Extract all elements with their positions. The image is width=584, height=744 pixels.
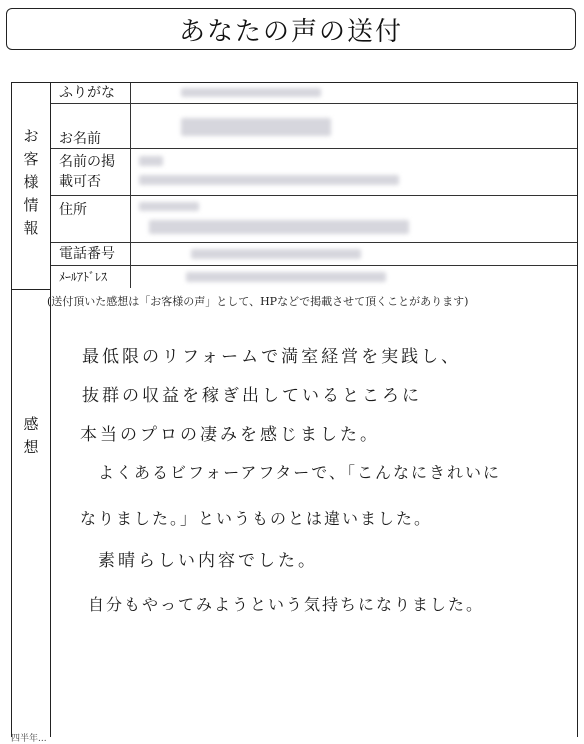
impression-line: なりました。」というものとは違いました。 [80, 509, 433, 528]
customer-info-char: お [23, 127, 39, 145]
email-label: ﾒｰﾙｱﾄﾞﾚｽ [51, 266, 131, 288]
publish-label-line2: 載可否 [59, 174, 101, 190]
impression-section-label [12, 290, 51, 737]
address-label: 住所 [51, 196, 131, 242]
name-value [131, 104, 577, 148]
customer-info-char: 様 [23, 173, 39, 191]
publish-label [51, 149, 131, 195]
customer-info-char: 情 [23, 196, 39, 214]
customer-info-grid [51, 83, 577, 289]
address-value [131, 196, 577, 242]
redacted-phone [191, 249, 361, 259]
publish-value [131, 149, 577, 195]
customer-info-section-label [12, 83, 51, 290]
name-row [51, 104, 577, 149]
impression-line: よくあるビフォーアフターで、「こんなにきれいに [98, 463, 501, 482]
publish-label-line1: 名前の掲 [59, 154, 115, 170]
redacted-publish-choice [139, 156, 163, 166]
redacted-publish-detail [139, 175, 399, 185]
page-title: あなたの声の送付 [6, 8, 576, 50]
impression-line: 本当のプロの凄みを感じました。 [80, 425, 380, 445]
impression-line: 抜群の収益を稼ぎ出しているところに [82, 386, 422, 406]
redacted-address [149, 220, 409, 234]
impression-line: 素晴らしい内容でした。 [98, 551, 318, 571]
impression-char: 想 [23, 438, 39, 456]
redacted-postcode [139, 202, 199, 211]
furigana-value [131, 83, 577, 103]
phone-row [51, 243, 577, 266]
redacted-name [181, 118, 331, 136]
name-label: お名前 [51, 104, 131, 148]
customer-info-char: 報 [23, 219, 39, 237]
email-value [131, 266, 577, 288]
furigana-row [51, 83, 577, 104]
publish-row [51, 149, 577, 196]
furigana-label: ふりがな [51, 83, 131, 103]
customer-info-char: 客 [23, 150, 39, 168]
address-row [51, 196, 577, 243]
impression-line: 最低限のリフォームで満室経営を実践し、 [82, 347, 462, 367]
email-row [51, 266, 577, 288]
impression-char: 感 [23, 415, 39, 433]
impression-line: 自分もやってみようという気持ちになりました。 [88, 595, 485, 614]
submission-form [11, 82, 578, 737]
phone-label: 電話番号 [51, 243, 131, 265]
redacted-furigana [181, 88, 321, 97]
footer-text: 四半年... [11, 734, 47, 744]
phone-value [131, 243, 577, 265]
publication-note: (送付頂いた感想は「お客様の声」として、HPなどで掲載させて頂くことがあります) [47, 295, 469, 308]
redacted-email [186, 272, 386, 282]
